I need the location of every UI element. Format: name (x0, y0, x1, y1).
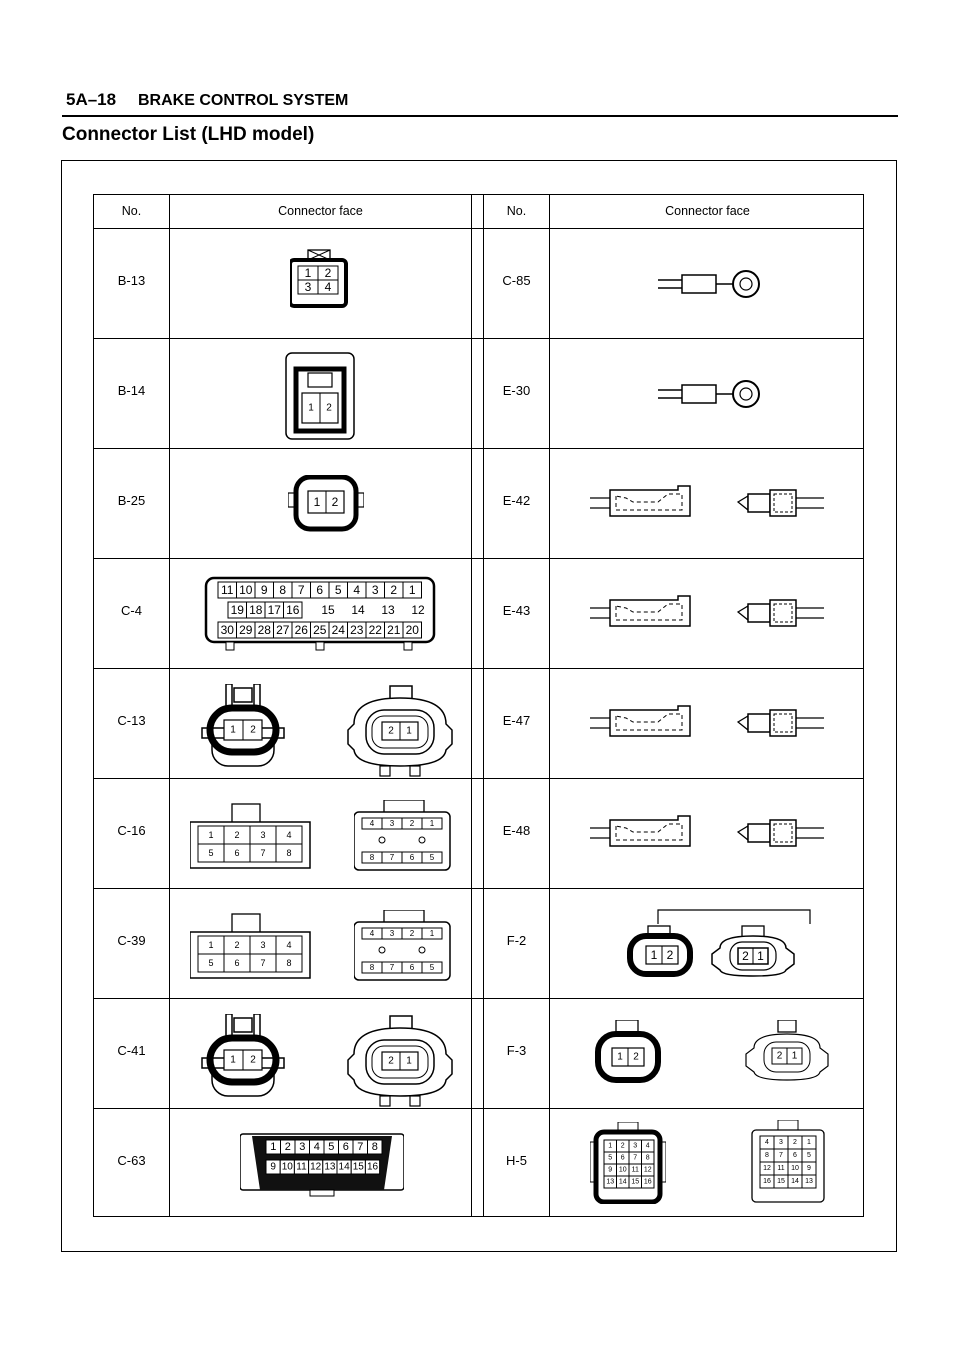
pin-number: 2 (793, 1139, 797, 1146)
pin-number: 13 (606, 1178, 615, 1186)
pin-number: 20 (405, 623, 419, 637)
pin-number: 3 (633, 1142, 638, 1150)
foot (410, 1096, 420, 1106)
pin-number: 8 (286, 958, 292, 968)
connector-2pin-icon (284, 351, 356, 441)
pin-number: 2 (409, 929, 415, 938)
column-divider (471, 195, 472, 1216)
pin-number: 5 (429, 853, 435, 862)
pin-number: 8 (645, 1154, 650, 1162)
connector-number: F-2 (506, 933, 527, 948)
lock-post (254, 684, 260, 706)
connector-8pin-female-icon (354, 910, 452, 982)
row-divider (94, 888, 863, 889)
pin-number: 1 (429, 929, 435, 938)
header-rule (62, 115, 898, 117)
latch (310, 1190, 334, 1196)
row-divider (94, 228, 863, 229)
pin-number: 7 (357, 1141, 364, 1153)
pin-number: 10 (239, 583, 253, 597)
pin-number: 23 (350, 623, 364, 637)
pin-number: 15 (352, 1161, 364, 1173)
pin-number: 1 (208, 830, 214, 840)
inline-terminal-icon (588, 592, 828, 632)
pin-number: 13 (381, 603, 395, 617)
pin-number: 14 (338, 1161, 350, 1173)
pin-number: 1 (807, 1139, 811, 1146)
pin-number: 5 (208, 848, 214, 858)
male-body (748, 494, 770, 512)
pin-number: 3 (299, 1141, 306, 1153)
pin-number: 4 (645, 1142, 650, 1150)
row-divider (94, 338, 863, 339)
pin-number: 4 (313, 1141, 320, 1153)
pin-number: 1 (608, 1142, 613, 1150)
row-divider (94, 668, 863, 669)
pin-number: 17 (267, 603, 281, 617)
row-divider (94, 998, 863, 999)
ring-hole (740, 388, 752, 400)
pin-number: 14 (618, 1178, 627, 1186)
pin-number: 1 (791, 1050, 798, 1062)
pin-number: 26 (294, 623, 308, 637)
pin-number: 2 (390, 583, 398, 597)
pin-number: 11 (631, 1166, 639, 1174)
pin-number: 5 (328, 1141, 335, 1153)
pin-number: 16 (763, 1178, 771, 1185)
pin-number: 6 (234, 848, 240, 858)
bracket-line (654, 906, 814, 926)
pin-number: 2 (324, 266, 332, 280)
male-tip (738, 826, 748, 840)
terminal-sleeve (682, 385, 716, 403)
pin-number: 7 (297, 583, 305, 597)
row-divider (94, 448, 863, 449)
connector-number: C-4 (121, 603, 142, 618)
foot (316, 642, 324, 650)
pin-number: 12 (763, 1165, 771, 1172)
pin-number: 3 (371, 583, 379, 597)
pin-number: 13 (324, 1161, 336, 1173)
pin-number: 16 (366, 1161, 379, 1173)
pin-number: 8 (369, 853, 375, 862)
pin-number: 3 (260, 940, 266, 950)
page-number: 5A–18 (66, 90, 117, 109)
pin-number: 6 (409, 963, 415, 972)
terminal-sleeve (682, 275, 716, 293)
page-heading: Connector List (LHD model) (62, 124, 315, 145)
connector-number: H-5 (506, 1153, 527, 1168)
pin-number: 5 (334, 583, 342, 597)
connector-number: E-48 (502, 823, 531, 838)
connector-30pin-icon (204, 576, 436, 654)
row-divider (94, 778, 863, 779)
pin-number: 2 (250, 724, 256, 736)
pin-number: 9 (608, 1166, 613, 1174)
connector-number: E-47 (502, 713, 531, 728)
pin-number: 10 (618, 1166, 627, 1174)
pin-number: 11 (296, 1161, 307, 1173)
pin-number: 14 (791, 1178, 799, 1185)
pin-number: 2 (388, 725, 394, 737)
header-no-left: No. (121, 204, 142, 218)
pin-number: 8 (765, 1152, 769, 1159)
connector-2pin-female-icon (708, 924, 798, 978)
pin-number: 5 (807, 1152, 811, 1159)
pin-number: 1 (408, 583, 416, 597)
pin-number: 4 (369, 929, 375, 938)
pin-number: 12 (310, 1161, 322, 1173)
pin-number: 1 (230, 724, 236, 736)
pin-number: 7 (779, 1152, 783, 1159)
female-housing (610, 706, 690, 736)
connector-2pin-male-icon (198, 1014, 290, 1106)
pin-number: 1 (270, 1141, 277, 1153)
pin-number: 19 (230, 603, 244, 617)
pin-number: 12 (643, 1166, 652, 1174)
pin-number: 8 (286, 848, 292, 858)
pin-number: 1 (208, 940, 214, 950)
connector-2pin-icon (288, 475, 364, 533)
row-divider (94, 1108, 863, 1109)
connector-number: C-41 (117, 1043, 146, 1058)
lock-post (226, 684, 232, 706)
connector-table (93, 194, 864, 1217)
pin-number: 4 (324, 280, 332, 294)
pin-number: 4 (286, 940, 292, 950)
pin-number: 2 (742, 949, 749, 963)
pin-number: 7 (260, 848, 266, 858)
connector-2pin-female-icon (340, 1014, 460, 1108)
connector-16pin-icon (240, 1124, 404, 1198)
male-tip (738, 606, 748, 620)
pin-number: 6 (342, 1141, 349, 1153)
pin-number: 24 (331, 623, 345, 637)
foot (226, 642, 234, 650)
inline-terminal-icon (588, 482, 828, 522)
pin-number: 5 (429, 963, 435, 972)
pin-number: 3 (389, 819, 395, 828)
pin-number: 1 (313, 495, 321, 509)
pin-number: 2 (666, 948, 674, 962)
foot (410, 766, 420, 776)
pin-number: 3 (779, 1139, 783, 1146)
header-face-left: Connector face (278, 204, 363, 218)
connector-2pin-male-icon (198, 684, 290, 776)
male-tip (738, 716, 748, 730)
female-housing (610, 486, 690, 516)
pin-number: 25 (313, 623, 327, 637)
connector-number: B-25 (117, 493, 146, 508)
connector-2pin-male-icon (626, 924, 696, 978)
header-no-right: No. (506, 204, 527, 218)
pin-number: 15 (631, 1178, 640, 1186)
inline-terminal-icon (588, 812, 828, 852)
column-divider (169, 195, 170, 1216)
pin-number: 9 (807, 1165, 811, 1172)
connector-16pin-female-icon (748, 1120, 828, 1204)
pin-number: 14 (351, 603, 365, 617)
pin-number: 2 (633, 1051, 639, 1063)
lock-post (226, 1014, 232, 1036)
pin-number: 10 (281, 1161, 293, 1173)
lock-tab (234, 688, 252, 702)
pin-number: 2 (409, 819, 415, 828)
pin-number: 1 (406, 1055, 412, 1067)
inline-terminal-icon (588, 702, 828, 742)
pin-number: 8 (369, 963, 375, 972)
female-housing (610, 816, 690, 846)
connector-2pin-female-icon (742, 1020, 832, 1084)
pin-number: 3 (389, 929, 395, 938)
connector-number: C-85 (502, 273, 531, 288)
pin-number: 1 (230, 1054, 236, 1066)
pin-number: 6 (793, 1152, 797, 1159)
pin-number: 9 (260, 583, 268, 597)
section-title: BRAKE CONTROL SYSTEM (138, 92, 349, 109)
ring-hole (740, 278, 752, 290)
pin-number: 3 (260, 830, 266, 840)
connector-2pin-female-icon (340, 684, 460, 778)
connector-2x2-icon (290, 248, 348, 310)
foot (380, 766, 390, 776)
pin-number: 27 (276, 623, 290, 637)
connector-8pin-female-icon (354, 800, 452, 872)
pin-number: 2 (331, 495, 339, 509)
pin-number: 7 (260, 958, 266, 968)
ring-terminal-icon (650, 368, 770, 420)
lock-tab (234, 1018, 252, 1032)
lock-tab (308, 373, 332, 387)
pin-number: 8 (279, 583, 287, 597)
pin-number: 6 (316, 583, 324, 597)
pin-number: 30 (220, 623, 234, 637)
pin-number: 16 (286, 603, 300, 617)
pin-number: 7 (389, 853, 395, 862)
pin-number: 15 (321, 603, 335, 617)
pin-number: 1 (429, 819, 435, 828)
pin-number: 5 (608, 1154, 613, 1162)
pin-number: 11 (221, 583, 234, 597)
pin-number: 5 (208, 958, 214, 968)
bracket (658, 910, 810, 924)
female-housing (610, 596, 690, 626)
pin-number: 6 (620, 1154, 625, 1162)
pin-number: 1 (304, 266, 312, 280)
pin-number: 2 (326, 402, 332, 414)
male-body (748, 604, 770, 622)
pin-number: 2 (284, 1141, 291, 1153)
pin-number: 4 (369, 819, 375, 828)
connector-16pin-male-icon (590, 1122, 666, 1204)
pin-number: 1 (406, 725, 412, 737)
pin-number: 13 (805, 1178, 813, 1185)
lock-tab (778, 1120, 798, 1130)
ring-terminal-icon (650, 258, 770, 310)
male-body (748, 824, 770, 842)
column-divider (549, 195, 550, 1216)
pin-number: 7 (389, 963, 395, 972)
pin-number: 2 (250, 1054, 256, 1066)
pin-number: 15 (777, 1178, 785, 1185)
pin-number: 16 (643, 1178, 652, 1186)
connector-number: E-43 (502, 603, 531, 618)
pin-number: 1 (650, 948, 658, 962)
pin-number: 1 (308, 402, 314, 414)
connector-number: C-63 (117, 1153, 146, 1168)
pin-number: 29 (239, 623, 253, 637)
pin-number: 28 (257, 623, 271, 637)
connector-number: E-30 (502, 383, 531, 398)
male-body (748, 714, 770, 732)
connector-2pin-male-icon (594, 1020, 664, 1084)
lock-tab (778, 1020, 796, 1032)
pin-number: 22 (368, 623, 382, 637)
pin-number: 10 (791, 1165, 799, 1172)
pin-number: 1 (757, 949, 764, 963)
pin-number: 2 (388, 1055, 394, 1067)
header-face-right: Connector face (665, 204, 750, 218)
pin-number: 12 (411, 603, 425, 617)
connector-number: E-42 (502, 493, 531, 508)
connector-8pin-male-icon (190, 802, 312, 872)
connector-number: B-14 (117, 383, 146, 398)
connector-number: C-13 (117, 713, 146, 728)
foot (404, 642, 412, 650)
pin-number: 4 (765, 1139, 769, 1146)
pin-number: 8 (371, 1141, 378, 1153)
lock-post (254, 1014, 260, 1036)
pin-number: 2 (620, 1142, 625, 1150)
connector-number: F-3 (506, 1043, 527, 1058)
pin-number: 2 (776, 1050, 783, 1062)
pin-number: 1 (617, 1051, 623, 1063)
pin-number: 4 (353, 583, 361, 597)
connector-number: B-13 (117, 273, 146, 288)
foot (380, 1096, 390, 1106)
pin-number: 2 (234, 830, 240, 840)
pin-number: 9 (270, 1161, 276, 1173)
pin-number: 4 (286, 830, 292, 840)
pin-number: 11 (777, 1165, 785, 1172)
connector-8pin-male-icon (190, 912, 312, 982)
pin-number: 6 (234, 958, 240, 968)
male-tip (738, 496, 748, 510)
pin-number: 6 (409, 853, 415, 862)
pin-number: 21 (387, 623, 401, 637)
row-divider (94, 558, 863, 559)
pin-number: 3 (304, 280, 312, 294)
pin-number: 18 (249, 603, 263, 617)
pin-number: 7 (633, 1154, 638, 1162)
column-divider (483, 195, 484, 1216)
pin-number: 2 (234, 940, 240, 950)
connector-number: C-39 (117, 933, 146, 948)
connector-number: C-16 (117, 823, 146, 838)
